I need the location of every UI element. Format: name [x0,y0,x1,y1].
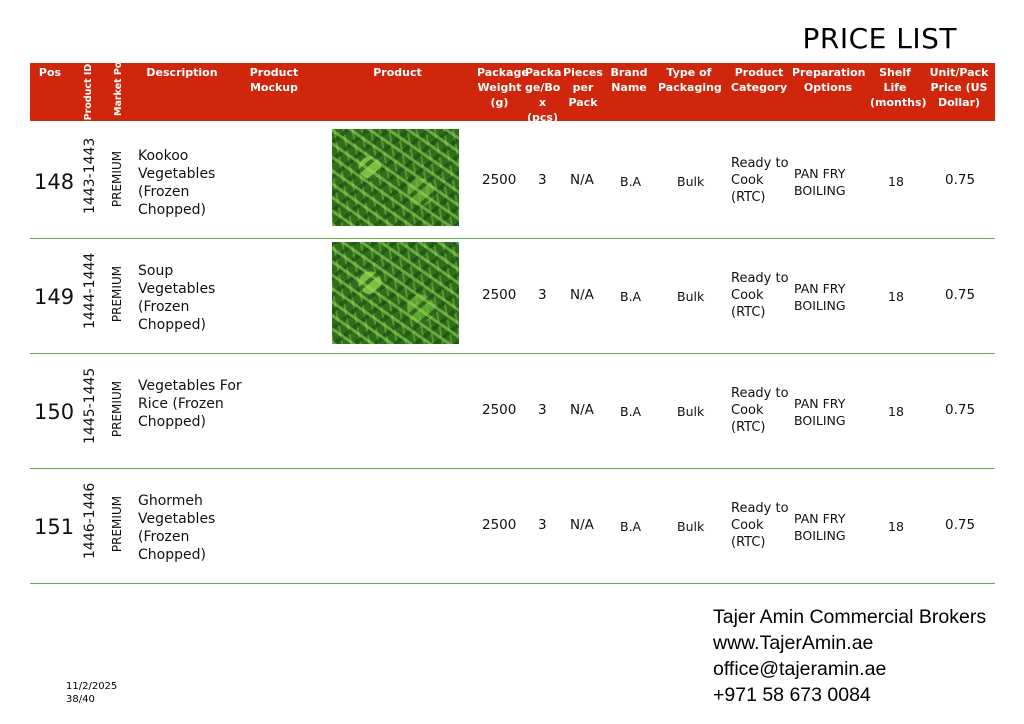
preparation-options-cell: PAN FRY BOILING [794,396,846,428]
shelf-life-cell: 18 [888,174,904,189]
package-box-cell: 3 [538,172,547,188]
brand-name-cell: B.A [620,289,642,304]
shelf-life-cell: 18 [888,404,904,419]
pos-cell: 151 [34,515,75,539]
header-market-positioning: Market Positioning [113,14,124,116]
page-number: 38/40 [66,694,95,705]
company-name: Tajer Amin Commercial Brokers [713,606,987,628]
pieces-per-pack-cell: N/A [570,402,594,418]
market-positioning-cell: PREMIUM [110,495,124,553]
market-positioning-cell: PREMIUM [110,150,124,208]
product-id-cell: 1443-1443 [82,137,98,214]
package-weight-cell: 2500 [482,517,517,533]
header-package-box: Packa ge/Bo x (pcs) [525,66,562,124]
unit-price-cell: 0.75 [945,287,976,303]
preparation-options-cell: PAN FRY BOILING [794,166,846,198]
pos-cell: 149 [34,285,75,309]
header-preparation-options: Preparation Options [792,66,866,94]
product-category-cell: Ready to Cook (RTC) [731,501,789,550]
description-cell: Vegetables For Rice (Frozen Chopped) [138,378,242,430]
unit-price-cell: 0.75 [945,402,976,418]
header-product-id: Product ID [83,63,94,121]
product-category-cell: Ready to Cook (RTC) [731,386,789,435]
table-row [30,123,995,239]
table-row [30,353,995,469]
description-cell: Soup Vegetables (Frozen Chopped) [138,263,216,333]
header-shelf-life: Shelf Life (months) [870,66,927,109]
brand-name-cell: B.A [620,519,642,534]
package-weight-cell: 2500 [482,172,517,188]
packaging-type-cell: Bulk [677,289,705,304]
header-package-weight: Package Weight (g) [477,66,529,109]
package-weight-cell: 2500 [482,402,517,418]
shelf-life-cell: 18 [888,289,904,304]
package-box-cell: 3 [538,402,547,418]
table-row [30,468,995,584]
footer-date: 11/2/2025 [66,681,118,692]
table-row [30,238,995,354]
brand-name-cell: B.A [620,174,642,189]
market-positioning-cell: PREMIUM [110,265,124,323]
page-title: PRICE LIST [802,22,957,55]
brand-name-cell: B.A [620,404,642,419]
shelf-life-cell: 18 [888,519,904,534]
product-image [332,129,459,226]
page-footer [66,680,117,706]
pieces-per-pack-cell: N/A [570,287,594,303]
header-product-mockup: Product Mockup [249,66,299,94]
product-id-cell: 1445-1445 [82,367,98,444]
header-pieces-per-pack: Pieces per Pack [563,66,603,109]
description-cell: Kookoo Vegetables (Frozen Chopped) [138,148,216,218]
package-box-cell: 3 [538,517,547,533]
company-contact-block [713,604,986,708]
pieces-per-pack-cell: N/A [570,172,594,188]
pieces-per-pack-cell: N/A [570,517,594,533]
pos-cell: 150 [34,400,75,424]
company-website-link[interactable]: www.TajerAmin.ae [713,632,874,654]
market-positioning-cell: PREMIUM [110,380,124,438]
packaging-type-cell: Bulk [677,174,705,189]
unit-price-cell: 0.75 [945,172,976,188]
description-cell: Ghormeh Vegetables (Frozen Chopped) [138,493,216,563]
product-id-cell: 1446-1446 [82,482,98,559]
header-brand-name: Brand Name [610,66,648,94]
product-category-cell: Ready to Cook (RTC) [731,156,789,205]
unit-price-cell: 0.75 [945,517,976,533]
pos-cell: 148 [34,170,75,194]
package-weight-cell: 2500 [482,287,517,303]
preparation-options-cell: PAN FRY BOILING [794,511,846,543]
product-image [332,242,459,344]
header-product: Product [373,66,422,79]
header-type-of-packaging: Type of Packaging [658,66,722,94]
preparation-options-cell: PAN FRY BOILING [794,281,846,313]
packaging-type-cell: Bulk [677,519,705,534]
header-pos: Pos [38,66,62,79]
product-category-cell: Ready to Cook (RTC) [731,271,789,320]
header-description: Description [146,66,218,79]
product-id-cell: 1444-1444 [82,252,98,329]
header-unit-price: Unit/Pack Price (US Dollar) [929,66,989,109]
company-phone: +971 58 673 0084 [713,684,871,706]
package-box-cell: 3 [538,287,547,303]
company-email-link[interactable]: office@tajeramin.ae [713,658,887,680]
packaging-type-cell: Bulk [677,404,705,419]
header-product-category: Product Category [730,66,788,94]
